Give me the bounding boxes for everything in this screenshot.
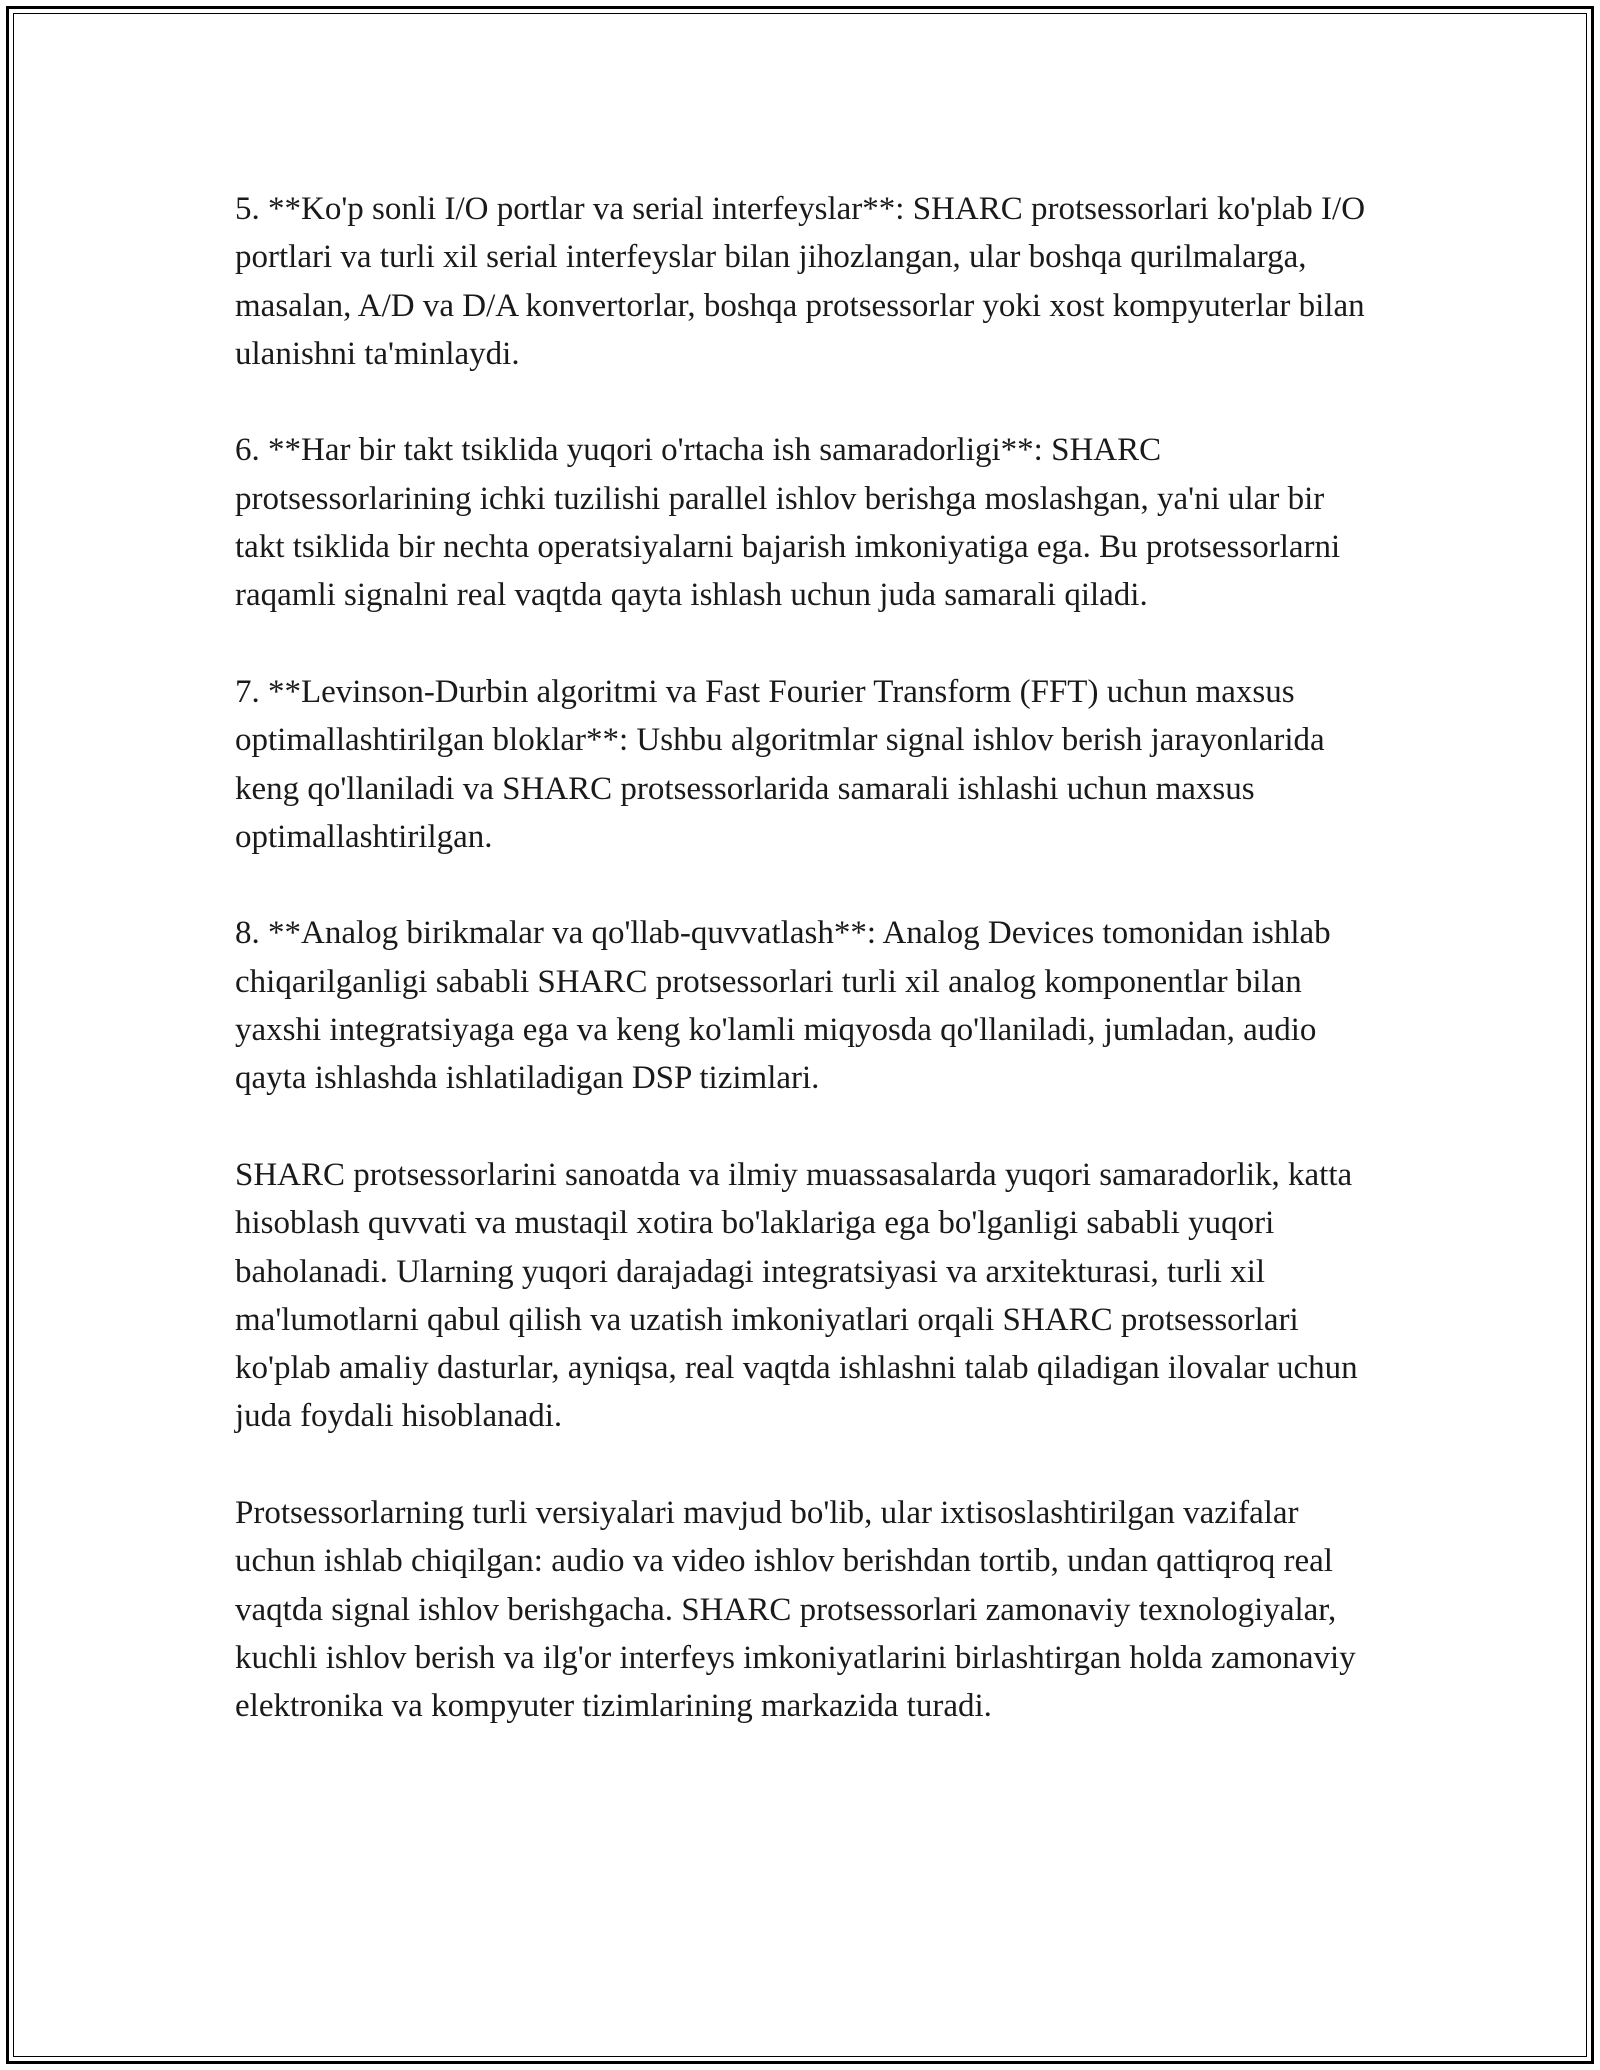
paragraph-item-6: 6. **Har bir takt tsiklida yuqori o'rtacha ish samaradorligi**: SHARC protsessorlarining ichki tuzilishi parallel ishlov berishga moslashgan, ya'ni ular bir takt tsiklida bir nechta operatsiyalarni bajarish imkoniyatiga ega. Bu protsessorlarni raqamli signalni real vaqtda qayta ishlash uchun juda samarali qiladi. <box>235 432 1341 614</box>
paragraph-item-5: 5. **Ko'p sonli I/O portlar va serial interfeyslar**: SHARC protsessorlari ko'plab I/O portlari va turli xil serial interfeyslar bilan jihozlangan, ular boshqa qurilmalarga, masalan, A/D va D/A konvertorlar, boshqa protsessorlar yoki xost kompyuterlar bilan ulanishni ta'minlaydi. <box>235 191 1366 372</box>
document-body <box>235 185 1375 1731</box>
paragraph-conclusion: Protsessorlarning turli versiyalari mavjud bo'lib, ular ixtisoslashtirilgan vazifalar uchun ishlab chiqilgan: audio va video ishlov berishdan tortib, undan qattiqroq real vaqtda signal ishlov berishgacha. SHARC protsessorlari zamonaviy texnologiyalar, kuchli ishlov berish va ilg'or interfeys imkoniyatlarini birlashtirgan holda zamonaviy elektronika va kompyuter tizimlarining markazida turadi. <box>235 1495 1356 1725</box>
paragraph-item-7: 7. **Levinson-Durbin algoritmi va Fast Fourier Transform (FFT) uchun maxsus optimallashtirilgan bloklar**: Ushbu algoritmlar signal ishlov berish jarayonlarida keng qo'llaniladi va SHARC protsessorlarida samarali ishlashi uchun maxsus optimallashtirilgan. <box>235 673 1325 855</box>
paragraph-item-8: 8. **Analog birikmalar va qo'llab-quvvatlash**: Analog Devices tomonidan ishlab chiqarilganligi sababli SHARC protsessorlari turli xil analog komponentlar bilan yaxshi integratsiyaga ega va keng ko'lamli miqyosda qo'llaniladi, jumladan, audio qayta ishlashda ishlatiladigan DSP tizimlari. <box>235 915 1331 1097</box>
paragraph-summary: SHARC protsessorlarini sanoatda va ilmiy muassasalarda yuqori samaradorlik, katta hisoblash quvvati va mustaqil xotira bo'laklariga ega bo'lganligi sababli yuqori baholanadi. Ularning yuqori darajadagi integratsiyasi va arxitekturasi, turli xil ma'lumotlarni qabul qilish va uzatish imkoniyatlari orqali SHARC protsessorlari ko'plab amaliy dasturlar, ayniqsa, real vaqtda ishlashni talab qiladigan ilovalar uchun juda foydali hisoblanadi. <box>235 1156 1358 1435</box>
